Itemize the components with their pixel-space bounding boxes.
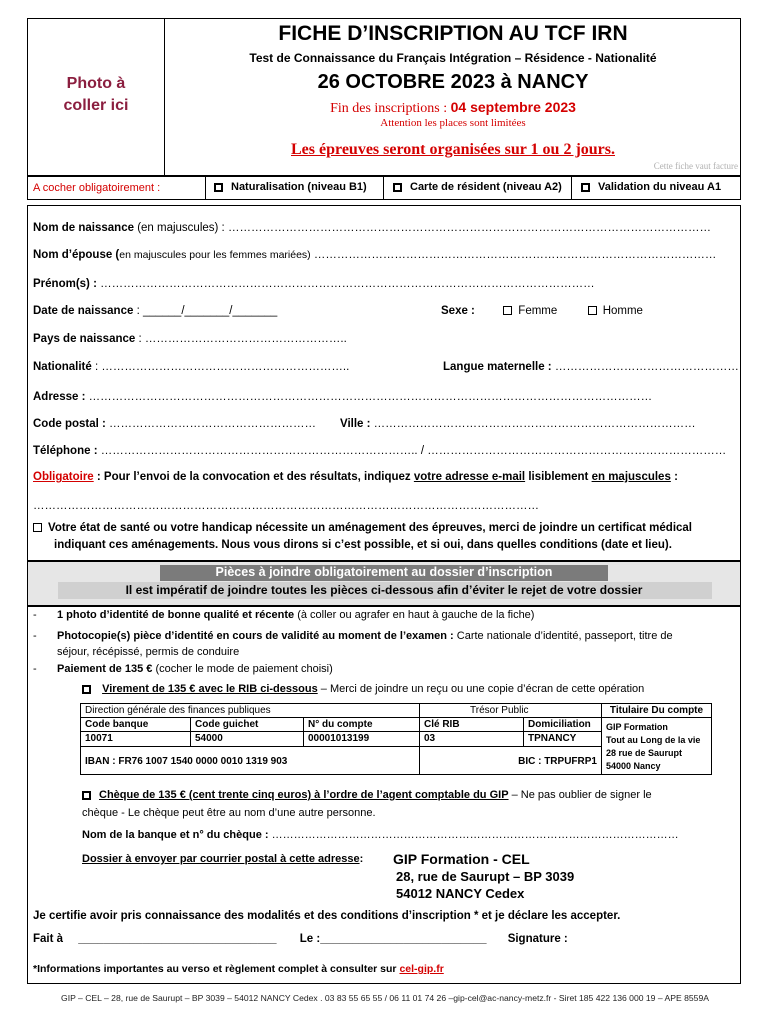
val-domiciliation: TPNANCY — [524, 732, 602, 746]
col-code-banque: Code banque — [81, 718, 191, 732]
dots: ………………………………………… — [554, 361, 739, 373]
bank-head-left: Direction générale des finances publiques — [81, 704, 420, 718]
dots: : …………………………………………….. — [138, 333, 347, 345]
deadline — [165, 99, 741, 117]
label: Adresse : — [33, 391, 86, 403]
le-line[interactable]: __________________________ — [320, 933, 487, 945]
val-cle-rib: 03 — [420, 732, 524, 746]
holder-line: Tout au Long de la vie — [606, 735, 701, 745]
field-prenom[interactable] — [33, 278, 595, 290]
bold: Photocopie(s) pièce d’identité en cours de validité au moment de l’examen : — [57, 630, 454, 642]
label-femme: Femme — [518, 305, 558, 317]
label: Nom de naissance — [33, 222, 134, 234]
pieces-title: Pièces à joindre obligatoirement au dossier d’inscription — [215, 565, 553, 579]
bold: Paiement de 135 € — [57, 663, 153, 675]
holder-line: 28 rue de Saurupt — [606, 748, 683, 758]
bank-cols-row — [81, 718, 712, 732]
health-line-2: indiquant ces aménagements. Nous vous dirons si c’est possible, et si oui, dans quelles conditions (date et lieu). — [54, 539, 672, 551]
field-nom-epouse[interactable] — [33, 249, 716, 261]
page-subtitle: Test de Connaissance du Français Intégration – Résidence - Nationalité — [249, 51, 657, 65]
choice-naturalisation[interactable] — [214, 181, 367, 193]
signature-row[interactable] — [33, 933, 568, 945]
label: Téléphone : — [33, 445, 98, 457]
photo-line-1: Photo à — [66, 75, 126, 92]
dots: ………………………………………………………………………………………………… — [271, 829, 679, 841]
text-3: lisiblement — [528, 471, 589, 483]
choice-label: Validation du niveau A1 — [598, 181, 722, 193]
address-line-3: 54012 NANCY Cedex — [396, 886, 525, 901]
label: Sexe : — [441, 305, 475, 317]
bold: Chèque de 135 € (cent trente cinq euros) à l’ordre de l’agent comptable du GIP — [99, 789, 509, 801]
field-nationalite[interactable] — [33, 361, 349, 373]
line-2: séjour, récépissé, permis de conduire — [57, 646, 240, 658]
watermark-text: Cette fiche vaut facture — [653, 161, 738, 171]
field-langue[interactable] — [443, 361, 739, 373]
col-domiciliation: Domiciliation — [524, 718, 602, 732]
pieces-subtitle: Il est impératif de joindre toutes les pièces ci-dessous afin d’éviter le rejet de votre dossier — [125, 583, 643, 597]
field-pays[interactable] — [33, 333, 347, 345]
field-adresse[interactable] — [33, 391, 652, 403]
text-1: : Pour l’envoi de la convocation et des résultats, indiquez — [96, 471, 411, 483]
page-footer: GIP – CEL – 28, rue de Saurupt – BP 3039 – 54012 NANCY Cedex . 03 83 55 65 55 / 06 11 01 74 26 –gip-cel@ac-nancy-metz.fr - Siret 185 422 136 000 19 – APE 8559A — [61, 993, 709, 1003]
fait-line[interactable]: _______________________________ — [78, 933, 277, 945]
rest: (à coller ou agrafer en haut à gauche de la fiche) — [297, 609, 535, 621]
page-title: FICHE D’INSCRIPTION AU TCF IRN — [278, 22, 628, 45]
text-5: : — [674, 471, 678, 483]
bic: BIC : TRPUFRP1 — [420, 746, 602, 775]
exam-date: 26 OCTOBRE 2023 à NANCY — [317, 71, 589, 93]
field-telephone[interactable] — [33, 445, 726, 457]
checkbox-femme[interactable] — [503, 306, 512, 315]
footnote-text: *Informations importantes au verso et règlement complet à consulter sur — [33, 963, 397, 975]
hint: en majuscules pour les femmes mariées) — [119, 249, 311, 261]
address-line-2: 28, rue de Saurupt – BP 3039 — [396, 869, 575, 884]
obligatoire: Obligatoire — [33, 471, 94, 483]
choices-sep-2 — [383, 176, 384, 200]
payment-cheque[interactable] — [82, 786, 722, 822]
dots: ……………………………………………………………………….. / — [100, 445, 425, 457]
bank-head-mid: Trésor Public — [420, 704, 602, 718]
label: Nom de la banque et n° du chèque : — [82, 829, 269, 841]
signature-label: Signature : — [507, 933, 568, 945]
iban: IBAN : FR76 1007 1540 0000 0010 1319 903 — [81, 746, 420, 775]
bank-head-right: Titulaire Du compte — [602, 704, 712, 718]
label: Dossier à envoyer par courrier postal à cette adresse — [82, 853, 360, 865]
choices-label: A cocher obligatoirement : — [33, 182, 161, 194]
field-sexe — [441, 305, 643, 317]
deadline-label: Fin des inscriptions : — [330, 101, 448, 116]
label: Date de naissance — [33, 305, 134, 317]
choice-label: Carte de résident (niveau A2) — [410, 181, 562, 193]
label: Nom d’épouse ( — [33, 249, 120, 261]
le-label: Le : — [299, 933, 321, 945]
footnote-link[interactable]: cel-gip.fr — [399, 963, 444, 975]
text-2: votre adresse e-mail — [413, 471, 526, 483]
checkbox-icon[interactable] — [82, 791, 91, 800]
checkbox-icon[interactable] — [214, 183, 223, 192]
address-line-1: GIP Formation - CEL — [393, 851, 530, 867]
fait-label: Fait à — [33, 933, 64, 945]
deadline-date: 04 septembre 2023 — [450, 99, 576, 115]
bullet-icon: - — [33, 663, 37, 675]
send-label — [82, 853, 363, 865]
health-line-1: Votre état de santé ou votre handicap nécessite un aménagement des épreuves, merci de joindre un certificat médical — [48, 522, 692, 534]
places-note: Attention les places sont limitées — [380, 117, 526, 129]
label: Code postal : — [33, 418, 106, 430]
col-cle-rib: Clé RIB — [420, 718, 524, 732]
choice-label: Naturalisation (niveau B1) — [231, 181, 367, 193]
dots: ………………………………………………………………………………………………………………… — [100, 278, 595, 290]
photo-line-2: coller ici — [63, 97, 129, 114]
dots: ………………………………………………………………………… — [373, 418, 696, 430]
dots-2: …………………………………………………………………… — [427, 445, 727, 457]
holder-line: GIP Formation — [606, 722, 668, 732]
rest: – Merci de joindre un reçu ou une copie d’écran de cette opération — [320, 683, 645, 695]
field-nom-naissance[interactable] — [33, 222, 711, 234]
bank-head-row — [81, 704, 712, 718]
photo-label — [27, 73, 165, 117]
value: : ______/_______/_______ — [136, 305, 278, 317]
field-code-postal[interactable] — [33, 418, 316, 430]
val-numero-compte: 00001013199 — [304, 732, 420, 746]
rest: – Ne pas oublier de signer le — [511, 789, 652, 801]
label: Langue maternelle : — [443, 361, 552, 373]
val-code-guichet: 54000 — [191, 732, 304, 746]
label: Pays de naissance — [33, 333, 136, 345]
checkbox-health[interactable] — [33, 523, 42, 532]
payment-virement[interactable] — [82, 683, 644, 695]
checkbox-icon[interactable] — [82, 685, 91, 694]
hint: (en majuscules) : — [137, 222, 225, 234]
label: Prénom(s) : — [33, 278, 97, 290]
dots: ………………………………………………………………………………………………………………………………… — [88, 391, 653, 403]
bold: 1 photo d’identité de bonne qualité et récente — [57, 609, 295, 621]
val-code-banque: 10071 — [81, 732, 191, 746]
piece-photo — [33, 609, 534, 621]
field-ville[interactable] — [340, 418, 696, 430]
rest: (cocher le mode de paiement choisi) — [155, 663, 333, 675]
send-address — [393, 851, 575, 902]
piece-paiement — [33, 663, 333, 675]
dots: : ……………………………………………………….. — [95, 361, 350, 373]
dots: ……………………………………………………………………………………………………………… — [227, 222, 711, 234]
health-block — [33, 520, 692, 554]
label-homme: Homme — [602, 305, 643, 317]
field-email[interactable] — [33, 471, 678, 483]
choice-validation-a1[interactable] — [581, 181, 721, 193]
colon: : — [359, 853, 364, 865]
col-numero-compte: N° du compte — [304, 718, 420, 732]
field-date-naissance[interactable] — [33, 305, 277, 317]
checkbox-icon[interactable] — [581, 183, 590, 192]
text-4: en majuscules — [591, 471, 671, 483]
line-2: chèque - Le chèque peut être au nom d’une autre personne. — [82, 807, 376, 819]
footnote — [33, 963, 444, 975]
bank-table — [80, 703, 712, 775]
choices-sep-1 — [205, 176, 206, 200]
dots: …………………………………………………………………………………………… — [313, 249, 717, 261]
holder-line: 54000 Nancy — [606, 761, 661, 771]
checkbox-homme[interactable] — [588, 306, 597, 315]
piece-identite — [33, 628, 673, 660]
sessions-note: Les épreuves seront organisées sur 1 ou 2 jours. — [291, 141, 615, 158]
label: Ville : — [340, 418, 371, 430]
choice-carte-resident[interactable] — [393, 181, 562, 193]
col-code-guichet: Code guichet — [191, 718, 304, 732]
label: Nationalité — [33, 361, 92, 373]
choices-sep-3 — [571, 176, 572, 200]
rest: Carte nationale d’identité, passeport, titre de — [456, 630, 673, 642]
bullet-icon: - — [33, 609, 37, 621]
certify-text: Je certifie avoir pris connaissance des modalités et des conditions d’inscription * et je déclare les accepter. — [33, 910, 621, 922]
checkbox-icon[interactable] — [393, 183, 402, 192]
dots: ……………………………………………… — [109, 418, 317, 430]
bank-holder — [602, 718, 712, 775]
field-banque-cheque[interactable] — [82, 829, 679, 841]
email-dots[interactable]: …………………………………………………………………………………………………………………… — [33, 500, 539, 512]
bold: Virement de 135 € avec le RIB ci-dessous — [102, 683, 318, 695]
bullet-icon: - — [33, 630, 37, 642]
